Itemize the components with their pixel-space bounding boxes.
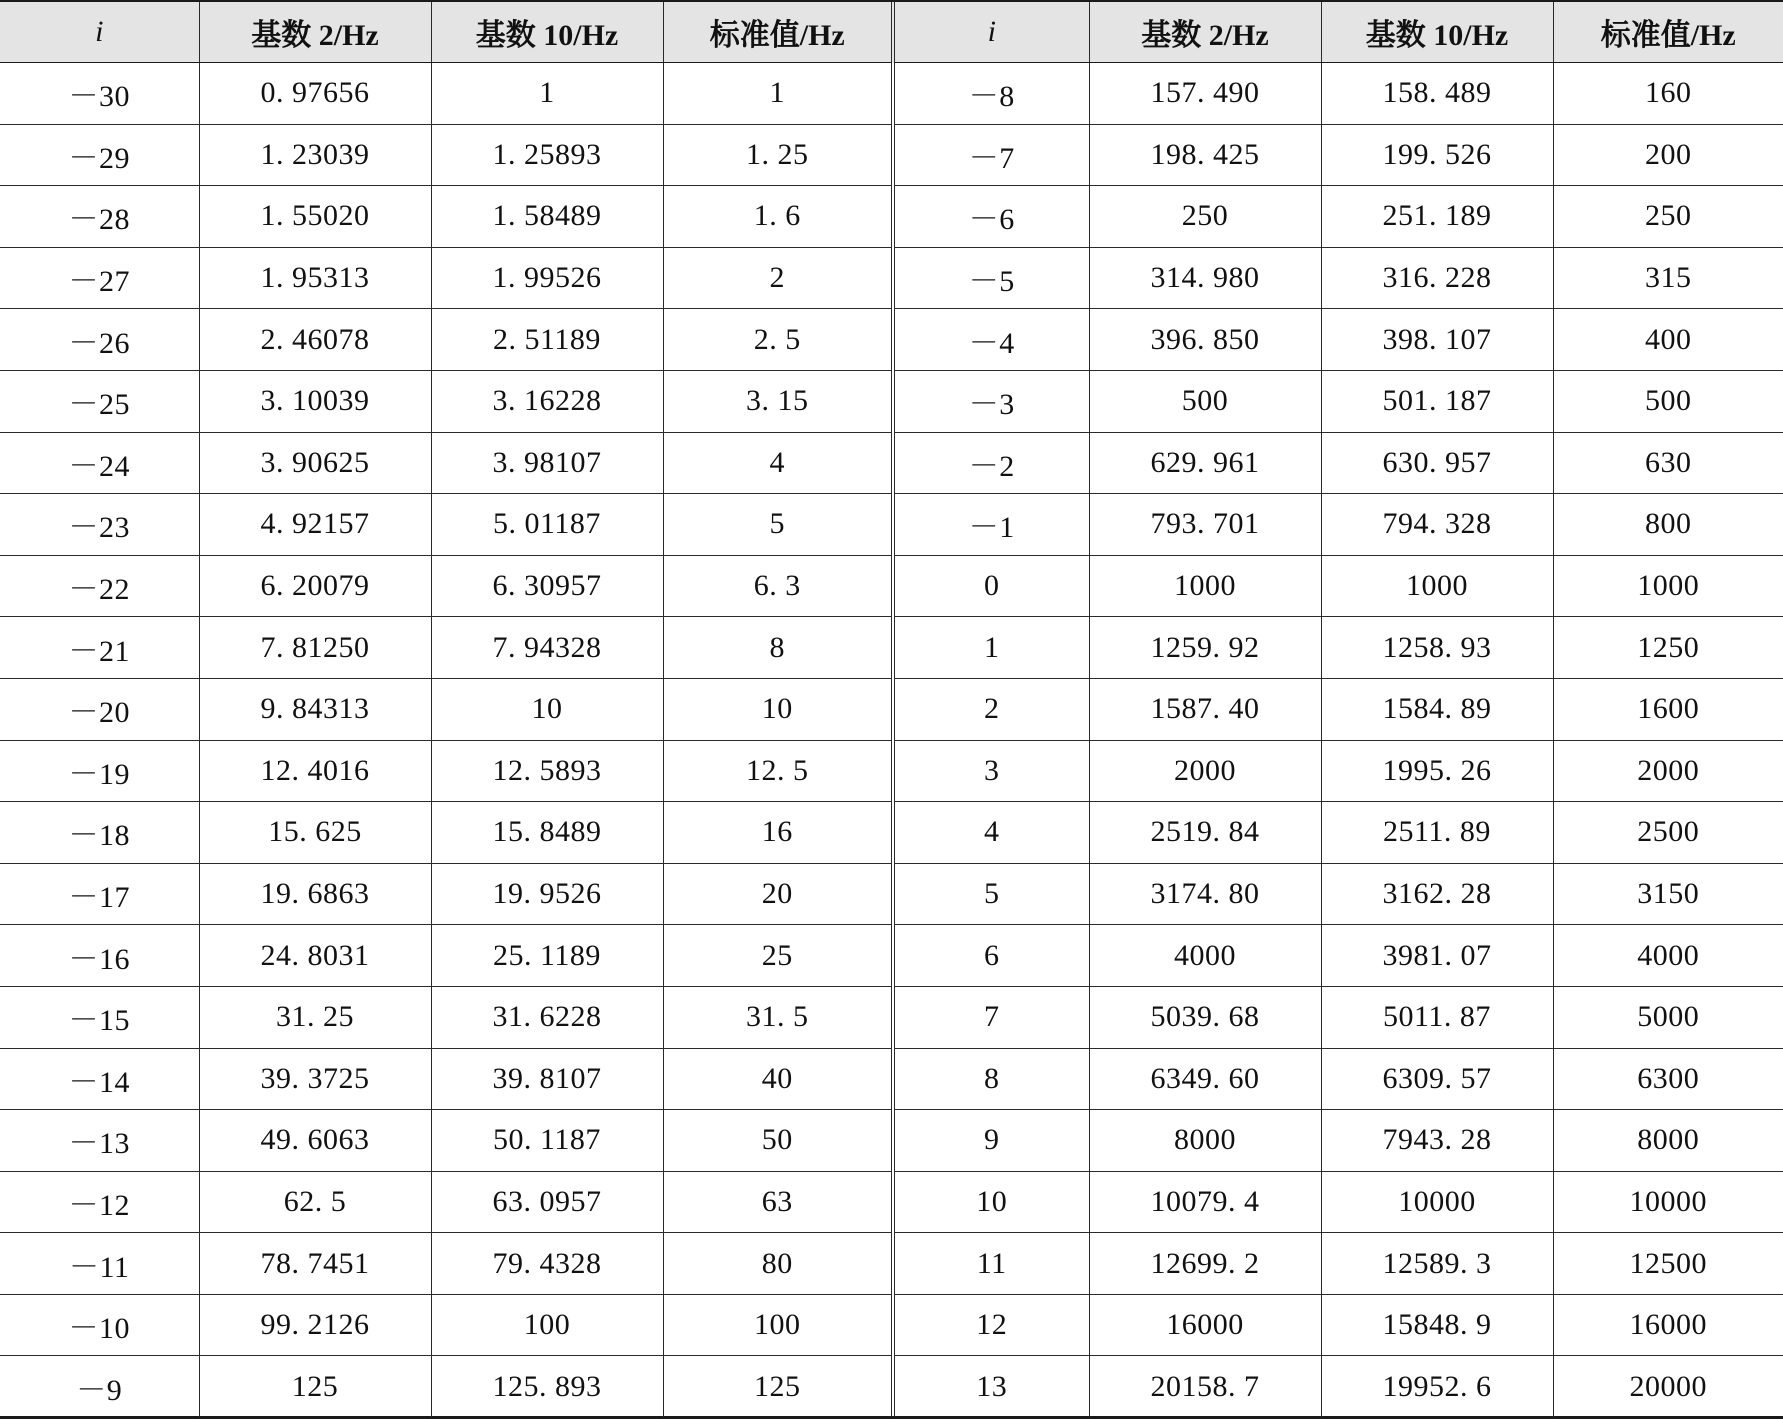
cell-standard-left: 4: [663, 432, 893, 494]
cell-i-left: －19: [0, 740, 199, 802]
table-row: [0, 740, 1783, 802]
cell-base10-left: 31. 6228: [431, 986, 663, 1048]
table-row: [0, 370, 1783, 432]
cell-standard-right: 12500: [1553, 1233, 1783, 1295]
cell-base2-right: 4000: [1089, 925, 1321, 987]
cell-base10-right: 3162. 28: [1321, 863, 1553, 925]
cell-base2-left: 3. 10039: [199, 370, 431, 432]
header-base2-right: 基数 2/Hz: [1089, 2, 1321, 63]
cell-standard-right: 8000: [1553, 1110, 1783, 1172]
cell-base10-right: 1584. 89: [1321, 678, 1553, 740]
table-row: [0, 617, 1783, 679]
cell-base2-right: 250: [1089, 186, 1321, 248]
cell-base10-left: 1. 25893: [431, 124, 663, 186]
cell-base2-right: 5039. 68: [1089, 986, 1321, 1048]
cell-base10-left: 125. 893: [431, 1356, 663, 1417]
table-row: [0, 186, 1783, 248]
cell-standard-left: 6. 3: [663, 555, 893, 617]
cell-base10-left: 3. 16228: [431, 370, 663, 432]
cell-base2-right: 157. 490: [1089, 63, 1321, 125]
cell-standard-right: 10000: [1553, 1171, 1783, 1233]
cell-standard-right: 250: [1553, 186, 1783, 248]
cell-base10-right: 199. 526: [1321, 124, 1553, 186]
cell-standard-left: 100: [663, 1294, 893, 1356]
cell-standard-left: 10: [663, 678, 893, 740]
cell-i-left: －28: [0, 186, 199, 248]
cell-i-right: 8: [893, 1048, 1089, 1110]
cell-standard-left: 1: [663, 63, 893, 125]
cell-base2-left: 31. 25: [199, 986, 431, 1048]
table-row: [0, 555, 1783, 617]
header-row: [0, 2, 1783, 63]
header-standard-right: 标准值/Hz: [1553, 2, 1783, 63]
cell-standard-right: 2000: [1553, 740, 1783, 802]
cell-standard-left: 25: [663, 925, 893, 987]
cell-base2-left: 9. 84313: [199, 678, 431, 740]
table-row: [0, 1356, 1783, 1417]
cell-standard-right: 160: [1553, 63, 1783, 125]
cell-i-left: －29: [0, 124, 199, 186]
table-row: [0, 678, 1783, 740]
cell-base10-left: 39. 8107: [431, 1048, 663, 1110]
cell-base10-left: 6. 30957: [431, 555, 663, 617]
cell-base10-left: 100: [431, 1294, 663, 1356]
cell-base2-left: 24. 8031: [199, 925, 431, 987]
cell-standard-right: 4000: [1553, 925, 1783, 987]
cell-base2-left: 62. 5: [199, 1171, 431, 1233]
cell-base2-left: 1. 55020: [199, 186, 431, 248]
cell-i-right: －7: [893, 124, 1089, 186]
frequency-table: [0, 2, 1783, 1417]
cell-standard-right: 400: [1553, 309, 1783, 371]
cell-i-right: 2: [893, 678, 1089, 740]
cell-i-left: －16: [0, 925, 199, 987]
cell-standard-left: 2. 5: [663, 309, 893, 371]
cell-base10-left: 3. 98107: [431, 432, 663, 494]
cell-base2-left: 7. 81250: [199, 617, 431, 679]
table-row: [0, 1233, 1783, 1295]
cell-base10-left: 10: [431, 678, 663, 740]
cell-standard-left: 1. 25: [663, 124, 893, 186]
table-body: [0, 63, 1783, 1418]
cell-i-right: －3: [893, 370, 1089, 432]
cell-standard-right: 20000: [1629, 1369, 1707, 1403]
cell-i-left: －22: [0, 555, 199, 617]
cell-standard-right: 500: [1553, 370, 1783, 432]
cell-base10-right: 7943. 28: [1321, 1110, 1553, 1172]
cell-i-left: －30: [0, 63, 199, 125]
cell-base10-right: 19952. 6: [1321, 1356, 1553, 1417]
cell-base10-left: 7. 94328: [431, 617, 663, 679]
cell-standard-right: 5000: [1553, 986, 1783, 1048]
table-row: [0, 63, 1783, 125]
cell-base2-left: 6. 20079: [199, 555, 431, 617]
cell-standard-right: 3150: [1553, 863, 1783, 925]
cell-base10-right: 316. 228: [1321, 247, 1553, 309]
cell-i-right: 0: [893, 555, 1089, 617]
cell-base2-right: 2000: [1089, 740, 1321, 802]
cell-base10-right: 158. 489: [1321, 63, 1553, 125]
table-row: [0, 1294, 1783, 1356]
cell-base10-right: 12589. 3: [1321, 1233, 1553, 1295]
cell-i-left: －15: [0, 986, 199, 1048]
cell-i-left: －14: [0, 1048, 199, 1110]
table-row: [0, 124, 1783, 186]
cell-base2-right: 396. 850: [1089, 309, 1321, 371]
cell-base2-right: 500: [1089, 370, 1321, 432]
cell-standard-left: 80: [663, 1233, 893, 1295]
cell-base2-right: 10079. 4: [1089, 1171, 1321, 1233]
cell-i-right: 3: [893, 740, 1089, 802]
cell-i-left: －9: [0, 1356, 199, 1417]
cell-i-right: －2: [893, 432, 1089, 494]
cell-base10-right: 5011. 87: [1321, 986, 1553, 1048]
cell-i-left: －27: [0, 247, 199, 309]
header-base2-left: 基数 2/Hz: [199, 2, 431, 63]
cell-i-left: －17: [0, 863, 199, 925]
cell-base2-left: 39. 3725: [199, 1048, 431, 1110]
cell-base10-left: 79. 4328: [431, 1233, 663, 1295]
cell-i-left: －12: [0, 1171, 199, 1233]
cell-base10-right: 1258. 93: [1321, 617, 1553, 679]
cell-base2-right: 793. 701: [1089, 494, 1321, 556]
cell-base10-left: 25. 1189: [431, 925, 663, 987]
cell-i-left: －10: [0, 1294, 199, 1356]
cell-standard-right: 16000: [1553, 1294, 1783, 1356]
cell-i-left: －11: [0, 1233, 199, 1295]
cell-standard-left: 50: [663, 1110, 893, 1172]
cell-base10-right: 501. 187: [1321, 370, 1553, 432]
cell-i-right: －6: [893, 186, 1089, 248]
cell-base2-right: 8000: [1089, 1110, 1321, 1172]
cell-standard-right: 2500: [1553, 802, 1783, 864]
cell-base2-left: 19. 6863: [199, 863, 431, 925]
cell-base10-left: 2. 51189: [431, 309, 663, 371]
cell-standard-left: 20: [663, 863, 893, 925]
table-row: [0, 1048, 1783, 1110]
table-row: [0, 432, 1783, 494]
table-row: [0, 1110, 1783, 1172]
table-row: [0, 1171, 1783, 1233]
cell-standard-left: 2: [663, 247, 893, 309]
cell-standard-right: 6300: [1553, 1048, 1783, 1110]
cell-i-right: －4: [893, 309, 1089, 371]
cell-standard-left: 3. 15: [663, 370, 893, 432]
cell-base10-right: 3981. 07: [1321, 925, 1553, 987]
cell-base10-left: 15. 8489: [431, 802, 663, 864]
cell-base2-right: 20158. 7: [1089, 1356, 1321, 1417]
cell-base10-right: 15848. 9: [1321, 1294, 1553, 1356]
cell-i-right: －8: [893, 63, 1089, 125]
cell-base2-left: 2. 46078: [199, 309, 431, 371]
cell-base10-right: 794. 328: [1321, 494, 1553, 556]
table-row: [0, 925, 1783, 987]
cell-standard-left: 31. 5: [663, 986, 893, 1048]
cell-i-right: －1: [893, 494, 1089, 556]
table-row: [0, 494, 1783, 556]
cell-i-right: 6: [893, 925, 1089, 987]
cell-base2-left: 15. 625: [199, 802, 431, 864]
cell-base10-right: 1000: [1321, 555, 1553, 617]
cell-standard-left: 1. 6: [663, 186, 893, 248]
cell-base2-right: 629. 961: [1089, 432, 1321, 494]
cell-base2-left: 125: [199, 1356, 431, 1417]
cell-base2-left: 99. 2126: [199, 1294, 431, 1356]
cell-standard-left: 12. 5: [663, 740, 893, 802]
cell-base10-left: 19. 9526: [431, 863, 663, 925]
cell-base2-left: 1. 95313: [199, 247, 431, 309]
table-row: [0, 986, 1783, 1048]
cell-base2-right: 314. 980: [1089, 247, 1321, 309]
cell-i-left: －24: [0, 432, 199, 494]
cell-i-right: 12: [893, 1294, 1089, 1356]
cell-base2-left: 4. 92157: [199, 494, 431, 556]
cell-base10-left: 1. 99526: [431, 247, 663, 309]
cell-standard-left: 8: [663, 617, 893, 679]
cell-standard-left: 63: [663, 1171, 893, 1233]
cell-base2-left: 0. 97656: [199, 63, 431, 125]
cell-base2-right: 3174. 80: [1089, 863, 1321, 925]
cell-standard-right: 1000: [1553, 555, 1783, 617]
cell-standard-left: 125: [663, 1356, 893, 1417]
cell-standard-right: 315: [1553, 247, 1783, 309]
cell-standard-right: 630: [1553, 432, 1783, 494]
cell-base2-right: 1259. 92: [1089, 617, 1321, 679]
cell-i-right: 11: [893, 1233, 1089, 1295]
cell-base10-right: 1995. 26: [1321, 740, 1553, 802]
table-row: [0, 863, 1783, 925]
cell-i-right: 10: [893, 1171, 1089, 1233]
table-row: [0, 802, 1783, 864]
cell-standard-left: 16: [663, 802, 893, 864]
cell-base10-right: 398. 107: [1321, 309, 1553, 371]
cell-base2-right: 6349. 60: [1089, 1048, 1321, 1110]
header-standard-left: 标准值/Hz: [663, 2, 893, 63]
cell-base2-right: 16000: [1089, 1294, 1321, 1356]
cell-base10-left: 50. 1187: [431, 1110, 663, 1172]
cell-i-right: 5: [893, 863, 1089, 925]
cell-base2-left: 12. 4016: [199, 740, 431, 802]
header-i-left: i: [0, 2, 199, 63]
cell-i-left: －20: [0, 678, 199, 740]
cell-i-left: －26: [0, 309, 199, 371]
cell-base2-left: 49. 6063: [199, 1110, 431, 1172]
cell-base10-left: 63. 0957: [431, 1171, 663, 1233]
cell-base2-right: 1587. 40: [1089, 678, 1321, 740]
cell-i-right: 7: [893, 986, 1089, 1048]
cell-base10-right: 10000: [1321, 1171, 1553, 1233]
cell-standard-right: 1600: [1553, 678, 1783, 740]
cell-i-right: 1: [893, 617, 1089, 679]
cell-i-left: －23: [0, 494, 199, 556]
header-base10-right: 基数 10/Hz: [1321, 2, 1553, 63]
header-i-right: i: [893, 2, 1089, 63]
cell-base2-left: 1. 23039: [199, 124, 431, 186]
cell-base2-right: 12699. 2: [1089, 1233, 1321, 1295]
cell-i-left: －25: [0, 370, 199, 432]
cell-standard-right: 800: [1553, 494, 1783, 556]
cell-i-left: －13: [0, 1110, 199, 1172]
cell-base10-left: 12. 5893: [431, 740, 663, 802]
cell-base10-left: 1: [431, 63, 663, 125]
cell-base10-right: 630. 957: [1321, 432, 1553, 494]
cell-i-right: 4: [893, 802, 1089, 864]
cell-base10-left: 1. 58489: [431, 186, 663, 248]
cell-i-left: －18: [0, 802, 199, 864]
cell-i-right: 13: [893, 1356, 1089, 1417]
cell-base2-right: 2519. 84: [1089, 802, 1321, 864]
table-row: [0, 309, 1783, 371]
cell-standard-right: 1250: [1553, 617, 1783, 679]
cell-base10-right: 2511. 89: [1321, 802, 1553, 864]
cell-standard-right: 200: [1553, 124, 1783, 186]
cell-base2-left: 78. 7451: [199, 1233, 431, 1295]
cell-i-right: 9: [893, 1110, 1089, 1172]
header-base10-left: 基数 10/Hz: [431, 2, 663, 63]
cell-base2-right: 198. 425: [1089, 124, 1321, 186]
cell-base10-right: 251. 189: [1321, 186, 1553, 248]
cell-standard-left: 5: [663, 494, 893, 556]
cell-i-right: －5: [893, 247, 1089, 309]
cell-standard-left: 40: [663, 1048, 893, 1110]
cell-i-left: －21: [0, 617, 199, 679]
cell-base10-right: 6309. 57: [1321, 1048, 1553, 1110]
cell-base2-right: 1000: [1089, 555, 1321, 617]
cell-base10-left: 5. 01187: [431, 494, 663, 556]
cell-base2-left: 3. 90625: [199, 432, 431, 494]
table-row: [0, 247, 1783, 309]
